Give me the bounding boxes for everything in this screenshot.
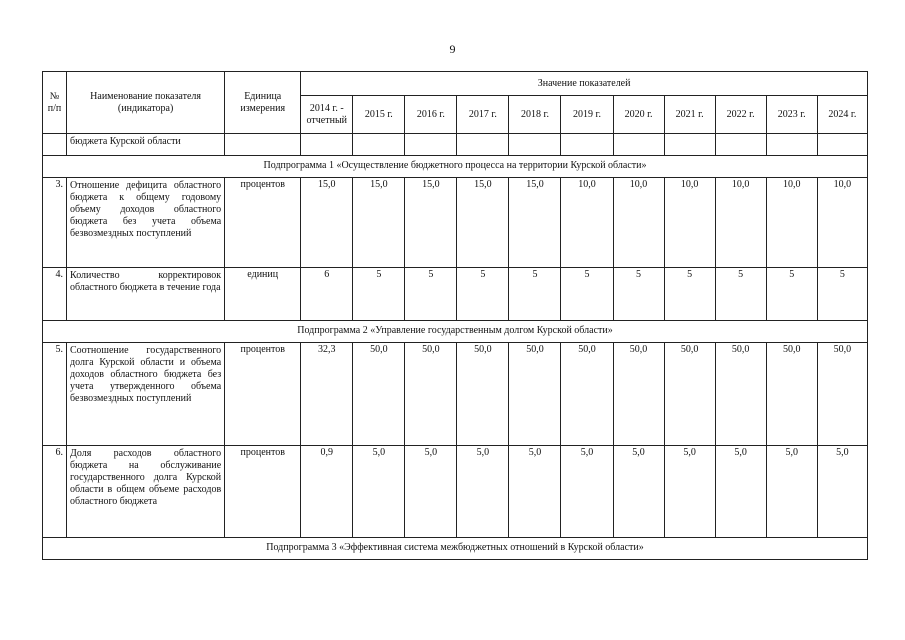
- header-year: 2024 г.: [817, 96, 867, 134]
- row-value: 10,0: [817, 178, 867, 268]
- header-year: 2017 г.: [457, 96, 509, 134]
- row-value: 6: [301, 268, 353, 321]
- row-value: 32,3: [301, 343, 353, 446]
- row-value: 5,0: [664, 446, 715, 538]
- row-value: 5: [613, 268, 664, 321]
- row-unit: процентов: [225, 343, 301, 446]
- row-name: Доля расходов областного бюджета на обслуживание государственного долга Курской области в общем объеме расходов областного бюджета: [67, 446, 225, 538]
- row-unit: процентов: [225, 446, 301, 538]
- row-value: 5,0: [715, 446, 766, 538]
- row-value: 5,0: [613, 446, 664, 538]
- table-row: [43, 268, 868, 321]
- row-value: 10,0: [766, 178, 817, 268]
- row-value: 5,0: [817, 446, 867, 538]
- row-value: 50,0: [509, 343, 561, 446]
- row-value: 15,0: [405, 178, 457, 268]
- row-value: 5: [405, 268, 457, 321]
- header-unit: Единица измерения: [225, 72, 301, 134]
- row-value: 50,0: [715, 343, 766, 446]
- row-value: 10,0: [561, 178, 613, 268]
- row-num: 3.: [43, 178, 67, 268]
- row-value: 10,0: [715, 178, 766, 268]
- row-value: 5: [561, 268, 613, 321]
- row-value: 5: [766, 268, 817, 321]
- header-year: 2016 г.: [405, 96, 457, 134]
- row-value: 5,0: [405, 446, 457, 538]
- row-value: 5: [353, 268, 405, 321]
- subprogram-3-heading: Подпрограмма 3 «Эффективная система межбюджетных отношений в Курской области»: [43, 538, 868, 560]
- table-row: [43, 178, 868, 268]
- row-value: 50,0: [766, 343, 817, 446]
- row-unit: единиц: [225, 268, 301, 321]
- header-year: 2020 г.: [613, 96, 664, 134]
- row-value: 5,0: [509, 446, 561, 538]
- row-value: 50,0: [817, 343, 867, 446]
- row-num: 5.: [43, 343, 67, 446]
- row-value: 0,9: [301, 446, 353, 538]
- header-num: № п/п: [43, 72, 67, 134]
- page-number: 9: [449, 42, 456, 56]
- row-value: 50,0: [613, 343, 664, 446]
- row-value: 10,0: [664, 178, 715, 268]
- header-year: 2014 г. - отчетный: [301, 96, 353, 134]
- row-value: 5: [715, 268, 766, 321]
- row-value: 5,0: [457, 446, 509, 538]
- row-value: 5: [509, 268, 561, 321]
- row-value: 15,0: [353, 178, 405, 268]
- header-year: 2023 г.: [766, 96, 817, 134]
- row-name: Соотношение государственного долга Курской области и объема доходов областного бюджета без учета утвержденного объема безвозмездных поступлений: [67, 343, 225, 446]
- row-value: 5: [817, 268, 867, 321]
- indicators-table: [42, 71, 868, 560]
- row-value: 15,0: [509, 178, 561, 268]
- row-value: 5: [664, 268, 715, 321]
- header-values-title: Значение показателей: [301, 72, 868, 96]
- row-name: Количество корректировок областного бюджета в течение года: [67, 268, 225, 321]
- header-year: 2018 г.: [509, 96, 561, 134]
- subprogram-1-heading: Подпрограмма 1 «Осуществление бюджетного процесса на территории Курской области»: [43, 156, 868, 178]
- row-value: 50,0: [457, 343, 509, 446]
- continuation-text: бюджета Курской области: [67, 134, 225, 156]
- header-year: 2019 г.: [561, 96, 613, 134]
- row-value: 5,0: [561, 446, 613, 538]
- header-name: Наименование показателя (индикатора): [67, 72, 225, 134]
- continuation-row: [43, 134, 868, 156]
- row-num: 4.: [43, 268, 67, 321]
- row-unit: процентов: [225, 178, 301, 268]
- row-value: 50,0: [561, 343, 613, 446]
- subprogram-2-heading: Подпрограмма 2 «Управление государственным долгом Курской области»: [43, 321, 868, 343]
- row-num: 6.: [43, 446, 67, 538]
- table-row: [43, 446, 868, 538]
- row-value: 10,0: [613, 178, 664, 268]
- header-year: 2021 г.: [664, 96, 715, 134]
- row-value: 50,0: [664, 343, 715, 446]
- row-name: Отношение дефицита областного бюджета к общему годовому объему доходов областного бюджета без учета объема безвозмездных поступлений: [67, 178, 225, 268]
- row-value: 5,0: [766, 446, 817, 538]
- row-value: 15,0: [301, 178, 353, 268]
- row-value: 50,0: [405, 343, 457, 446]
- row-value: 15,0: [457, 178, 509, 268]
- table-row: [43, 343, 868, 446]
- header-year: 2022 г.: [715, 96, 766, 134]
- row-value: 5: [457, 268, 509, 321]
- row-value: 50,0: [353, 343, 405, 446]
- row-value: 5,0: [353, 446, 405, 538]
- header-year: 2015 г.: [353, 96, 405, 134]
